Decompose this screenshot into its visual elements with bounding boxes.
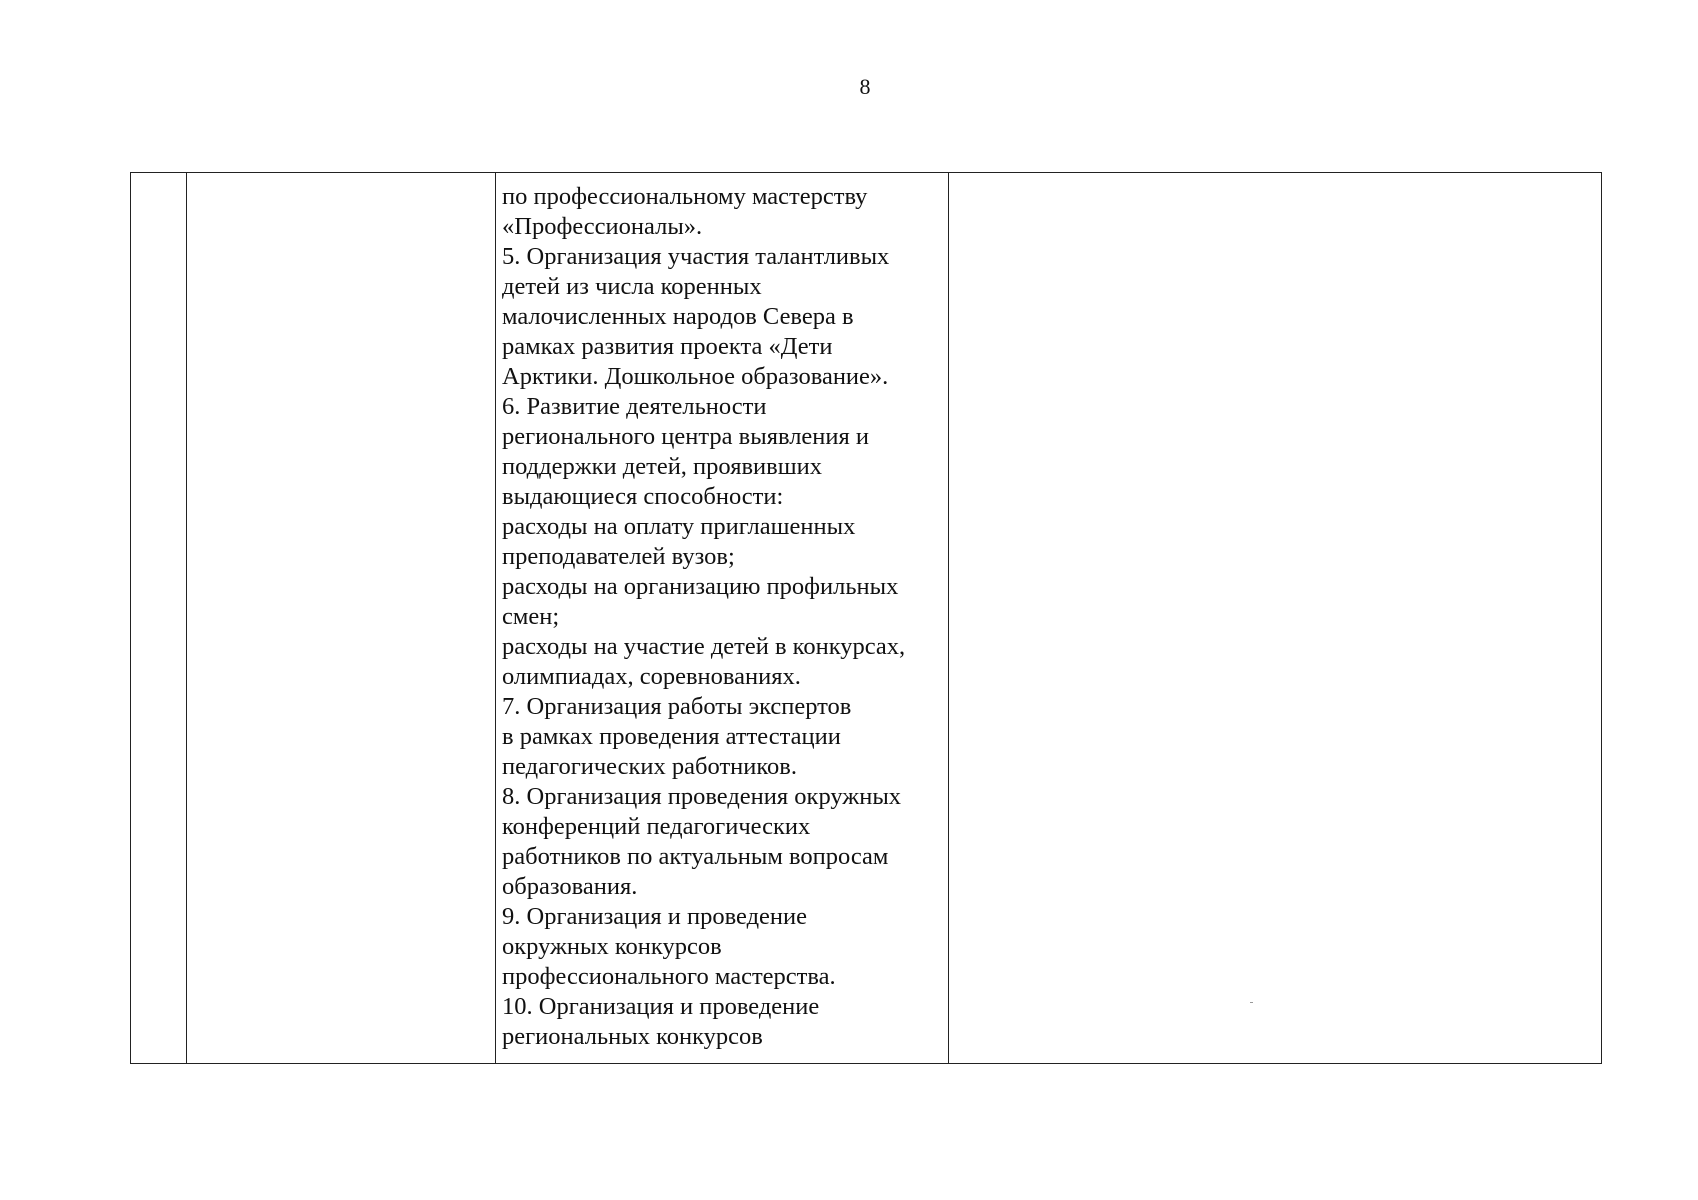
text-line: Арктики. Дошкольное образование». <box>502 363 889 390</box>
text-line: окружных конкурсов <box>502 933 722 960</box>
text-line: образования. <box>502 873 638 900</box>
text-line: конференций педагогических <box>502 813 811 840</box>
text-line: работников по актуальным вопросам <box>502 843 889 870</box>
text-line: рамках развития проекта «Дети <box>502 333 833 360</box>
text-line: выдающиеся способности: <box>502 483 784 510</box>
text-line: смен; <box>502 603 560 630</box>
text-line: по профессиональному мастерству <box>502 183 868 210</box>
text-line: поддержки детей, проявивших <box>502 453 822 480</box>
text-line: педагогических работников. <box>502 753 797 780</box>
text-line: профессионального мастерства. <box>502 963 836 990</box>
text-line: 7. Организация работы экспертов <box>502 693 852 720</box>
text-line: в рамках проведения аттестации <box>502 723 841 750</box>
text-line: региональных конкурсов <box>502 1023 763 1050</box>
text-line: «Профессионалы». <box>502 213 703 240</box>
text-line: 6. Развитие деятельности <box>502 393 767 420</box>
text-line: 9. Организация и проведение <box>502 903 808 930</box>
table-cell-notes <box>949 173 1602 1064</box>
text-line: 10. Организация и проведение <box>502 993 820 1020</box>
table-cell-activities <box>496 173 949 1064</box>
text-line: 8. Организация проведения окружных <box>502 783 902 810</box>
text-line: регионального центра выявления и <box>502 423 870 450</box>
table-cell-name <box>187 173 496 1064</box>
activities-text <box>496 173 948 1052</box>
text-line: 5. Организация участия талантливых <box>502 243 890 270</box>
document-table <box>130 172 1602 1064</box>
text-line: расходы на организацию профильных <box>502 573 899 600</box>
text-line: преподавателей вузов; <box>502 543 735 570</box>
table-cell-number <box>131 173 187 1064</box>
table-row <box>131 173 1602 1064</box>
text-line: малочисленных народов Севера в <box>502 303 854 330</box>
text-line: расходы на участие детей в конкурсах, <box>502 633 906 660</box>
text-line: детей из числа коренных <box>502 273 762 300</box>
text-line: расходы на оплату приглашенных <box>502 513 856 540</box>
text-line: олимпиадах, соревнованиях. <box>502 663 801 690</box>
scan-speck <box>1250 1002 1253 1003</box>
page-number: 8 <box>859 74 871 99</box>
